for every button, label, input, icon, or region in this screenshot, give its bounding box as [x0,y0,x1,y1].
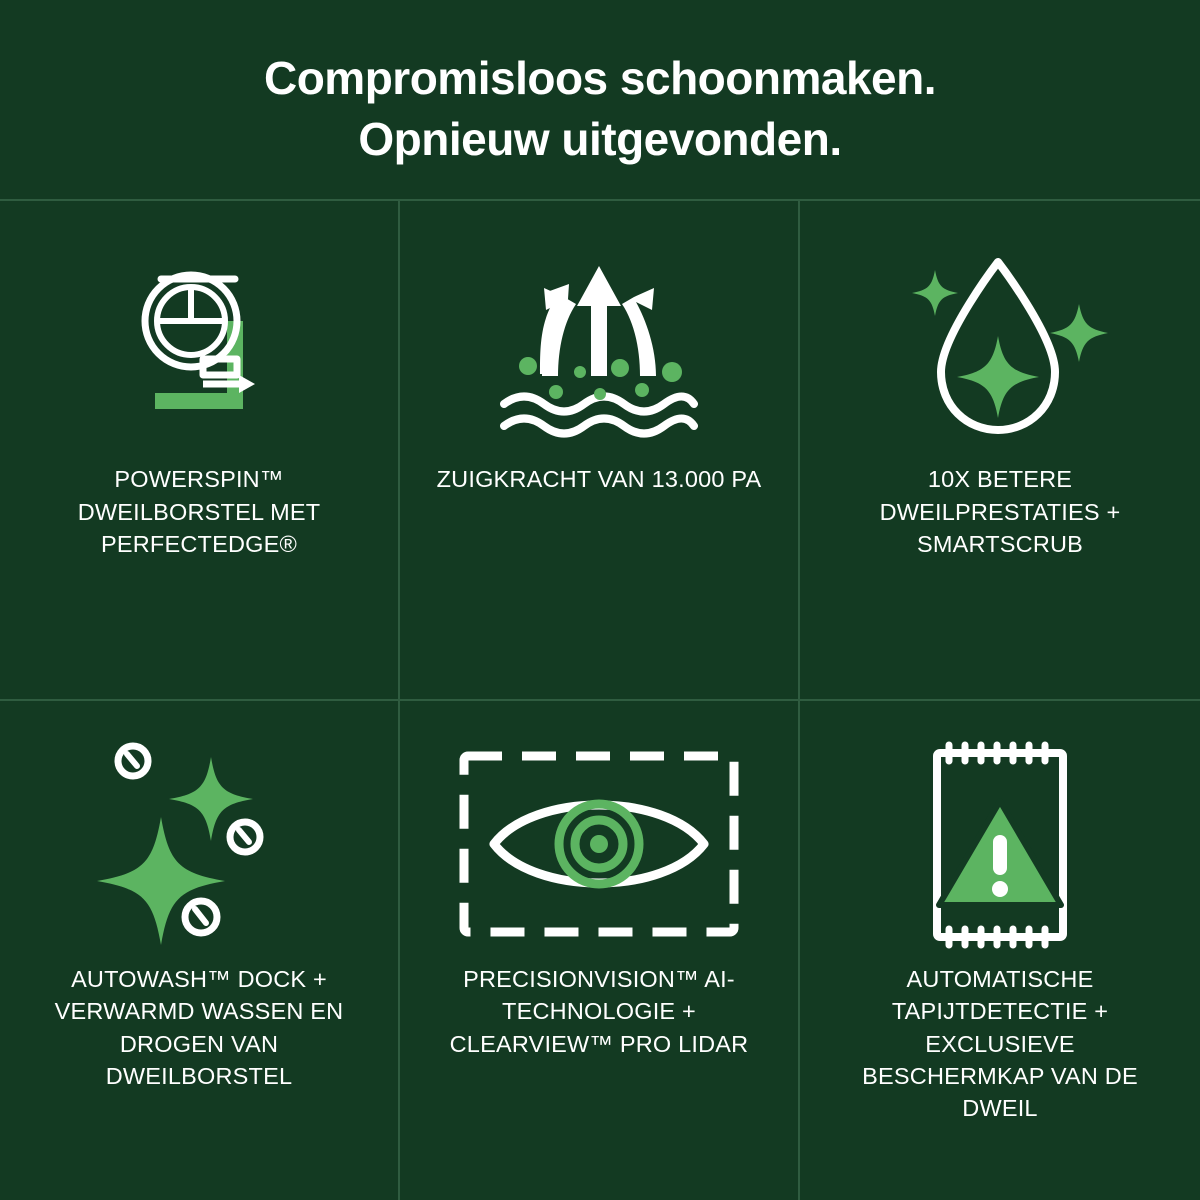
feature-caption: AUTOMATISCHE TAPIJTDETECTIE + EXCLUSIEVE BESCHERMKAP VAN DE DWEIL [862,965,1138,1122]
vision-eye-icon [454,739,744,949]
sparkle-bubbles-icon [89,739,309,949]
feature-cell-autowash [0,701,400,1200]
water-drop-sparkle-icon [893,239,1108,449]
feature-grid [0,199,1200,1200]
feature-caption: AUTOWASH™ DOCK + VERWARMD WASSEN EN DROGEN VAN DWEILBORSTEL [54,965,344,1089]
page-title [0,0,1200,199]
headline-line-1: Compromisloos schoonmaken. [263,52,936,104]
feature-cell-carpet-detection [800,701,1200,1200]
carpet-warning-icon [905,739,1095,949]
mop-edge-icon [99,239,299,449]
feature-caption: ZUIGKRACHT VAN 13.000 PA [436,466,762,493]
feature-cell-powerspin [0,201,400,700]
feature-cell-suction [400,201,800,700]
feature-caption: 10X BETERE DWEILPRESTATIES + SMARTSCRUB [879,466,1121,558]
feature-caption: POWERSPIN™ DWEILBORSTEL MET PERFECTEDGE® [77,466,321,558]
suction-arrows-icon [484,239,714,449]
feature-cell-mop-performance [800,201,1200,700]
headline-line-2: Opnieuw uitgevonden. [358,112,842,165]
feature-caption: PRECISIONVISION™ AI-TECHNOLOGIE + CLEARVIEW™ PRO LIDAR [449,965,749,1057]
feature-cell-precisionvision [400,701,800,1200]
